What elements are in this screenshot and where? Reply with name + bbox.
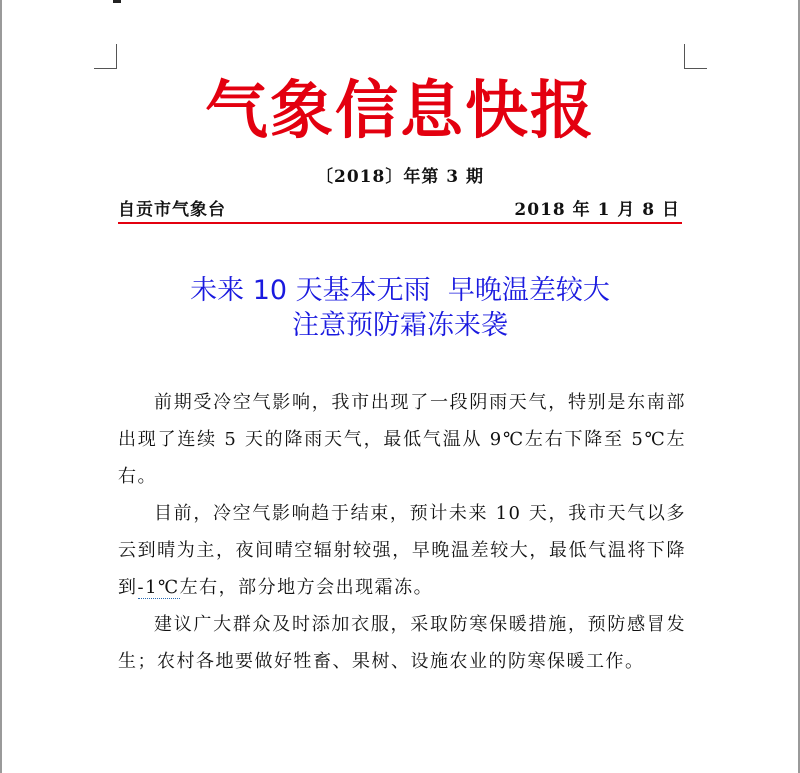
crop-mark-top-right [684, 44, 707, 69]
temperature-value: -1℃ [137, 577, 180, 598]
issuing-organization: 自贡市气象台 [118, 200, 226, 220]
headline-line-2: 注意预防霜冻来袭 [292, 310, 508, 341]
paragraph-1: 前期受冷空气影响，我市出现了一段阴雨天气，特别是东南部出现了连续 5 天的降雨天气，最低气温从 9℃左右下降至 5℃左右。 [118, 392, 686, 487]
paragraph-2-text-a: 目前，冷空气影响趋于结束，预计未来 10 天，我市天气以多云到晴为主，夜间晴空辐射较强，早晚温差较大，最低气温将下降到 [118, 503, 686, 598]
issue-date: 2018 年 1 月 8 日 [514, 200, 680, 220]
article-body [118, 384, 686, 680]
headline-line-1: 未来 10 天基本无雨 早晚温差较大 [190, 275, 610, 306]
masthead-divider [118, 222, 682, 224]
paragraph-3: 建议广大群众及时添加衣服，采取防寒保暖措施，预防感冒发生；农村各地要做好牲畜、果树、设施农业的防寒保暖工作。 [118, 614, 686, 672]
paragraph-2-text-b: 左右，部分地方会出现霜冻。 [179, 577, 434, 598]
top-marker [113, 0, 121, 3]
issue-number: 〔2018〕年第 3 期 [316, 167, 484, 187]
masthead-title: 气象信息快报 [205, 73, 595, 147]
paragraph-2 [118, 495, 686, 606]
crop-mark-top-left [94, 44, 117, 69]
